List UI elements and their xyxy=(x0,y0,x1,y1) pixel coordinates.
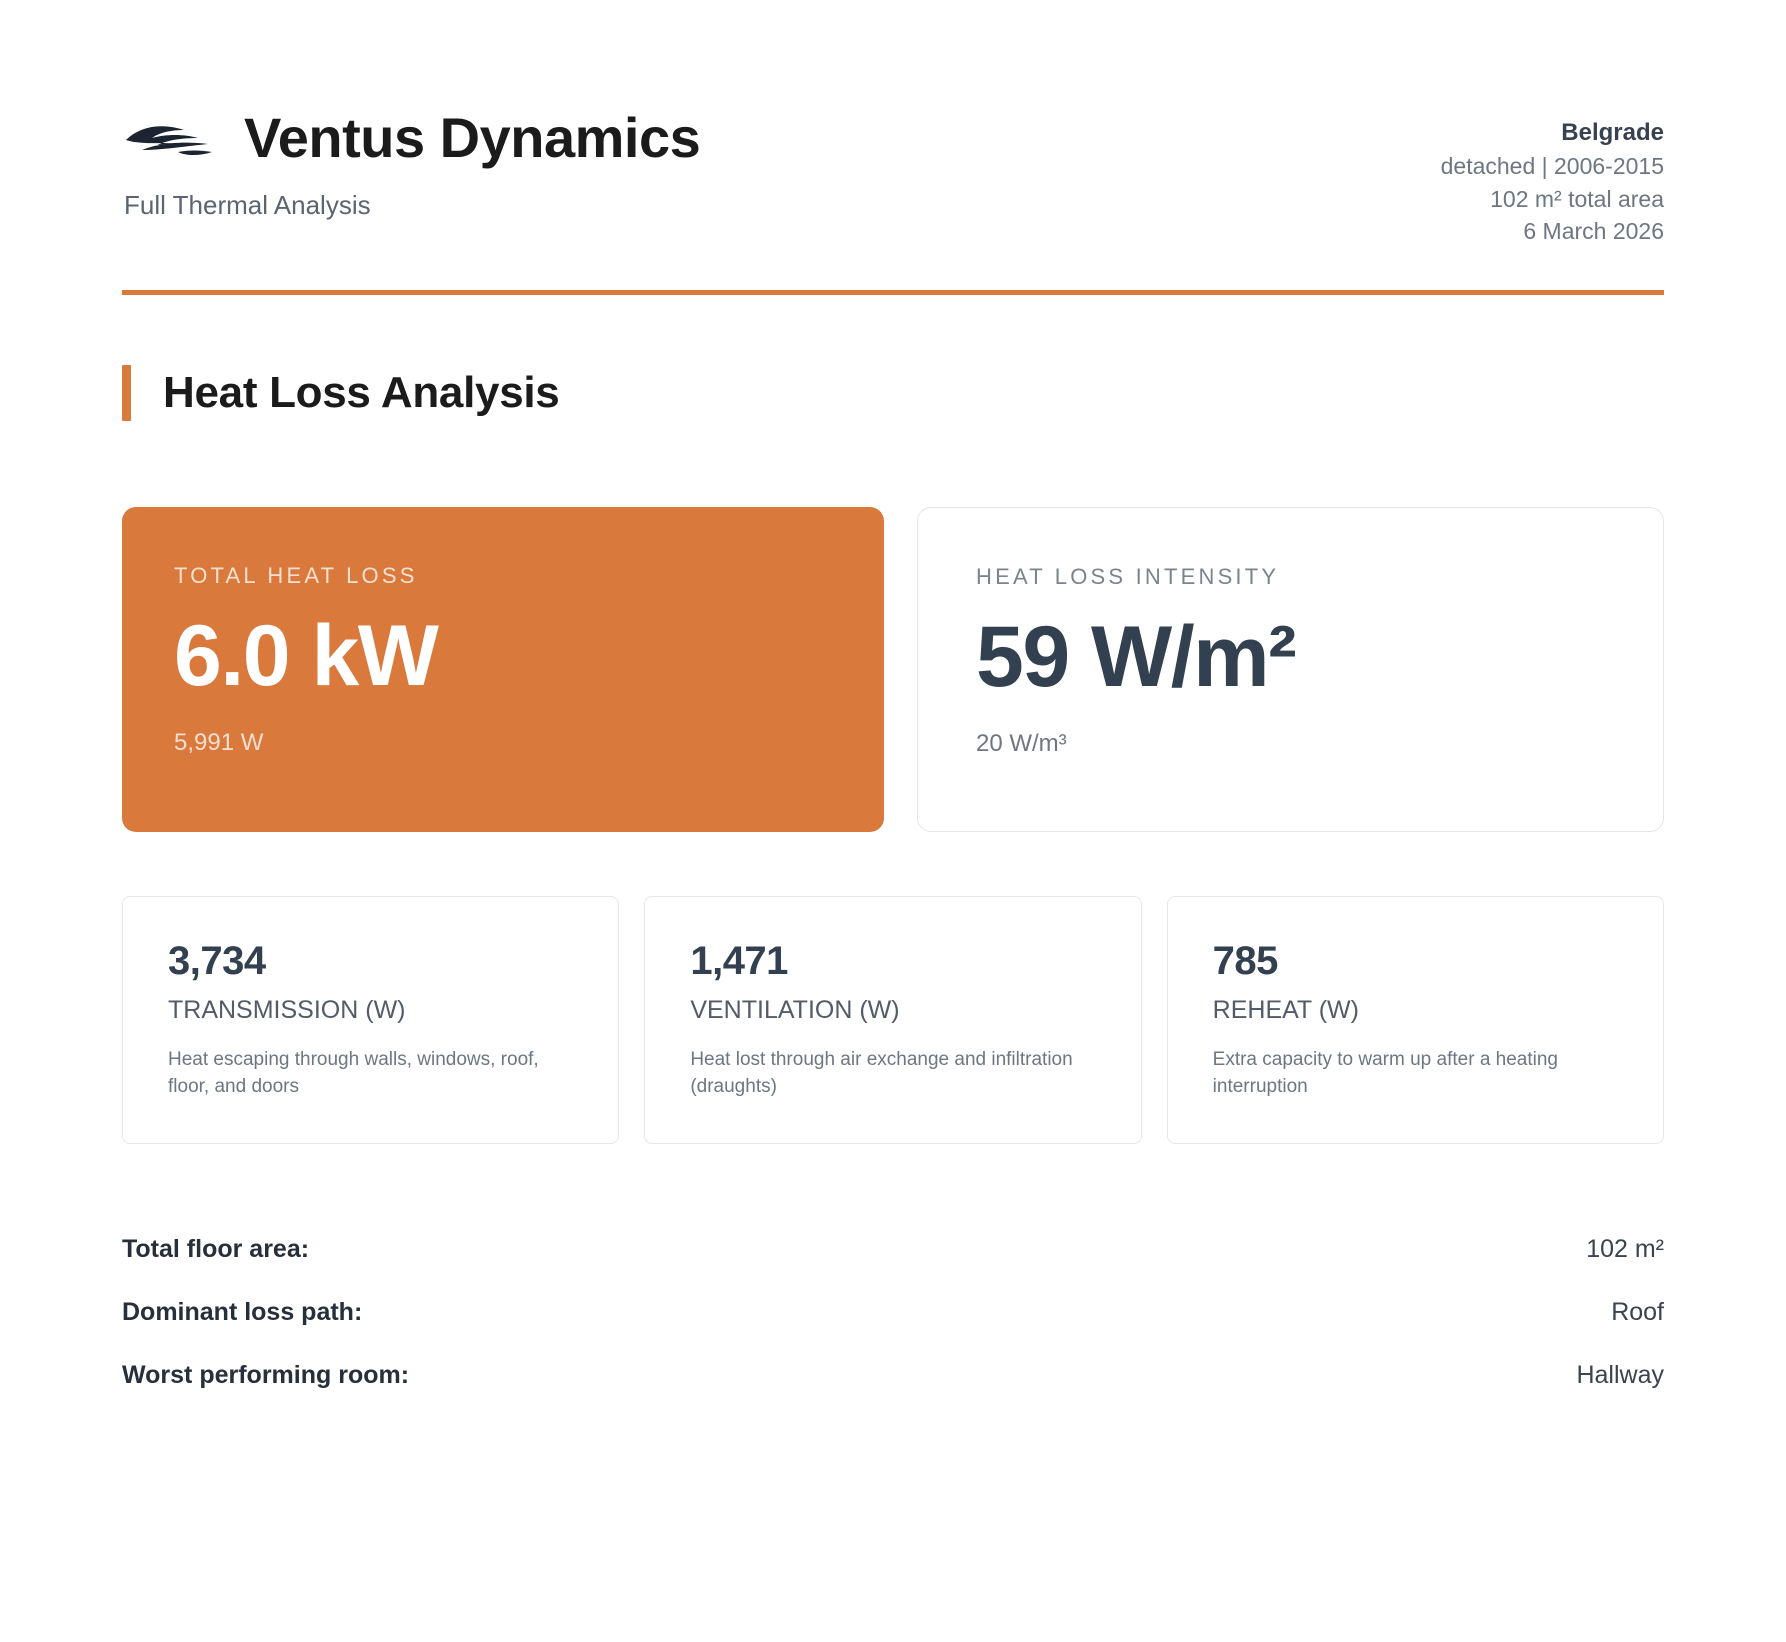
fact-value: 102 m² xyxy=(1586,1235,1664,1264)
section-header xyxy=(122,365,1664,421)
breakdown-label: REHEAT (W) xyxy=(1212,996,1359,1025)
brand-row xyxy=(122,106,701,169)
fact-value: Hallway xyxy=(1576,1361,1664,1390)
brand-name: Ventus Dynamics xyxy=(244,106,701,169)
breakdown-desc: Heat lost through air exchange and infiltration (draughts) xyxy=(690,1049,1073,1098)
meta-date: 6 March 2026 xyxy=(1523,218,1664,245)
fact-row xyxy=(122,1344,1664,1407)
wind-swoosh-icon xyxy=(122,110,218,166)
report-header xyxy=(122,0,1664,248)
total-heat-loss-sub: 5,991 W xyxy=(174,729,264,757)
report-meta xyxy=(1441,110,1664,248)
breakdown-card-reheat xyxy=(1167,896,1664,1144)
heat-loss-intensity-card xyxy=(917,507,1664,832)
breakdown-card-ventilation xyxy=(644,896,1141,1144)
breakdown-label: TRANSMISSION (W) xyxy=(168,996,406,1025)
page-title: Heat Loss Analysis xyxy=(163,368,560,418)
fact-value: Roof xyxy=(1611,1298,1664,1327)
breakdown-value: 3,734 xyxy=(168,939,266,984)
breakdown-label: VENTILATION (W) xyxy=(690,996,900,1025)
section-accent-bar xyxy=(122,365,131,421)
fact-key: Worst performing room: xyxy=(122,1361,410,1390)
breakdown-desc: Extra capacity to warm up after a heating interruption xyxy=(1212,1049,1558,1098)
breakdown-value: 785 xyxy=(1212,939,1278,984)
fact-row xyxy=(122,1218,1664,1281)
header-divider xyxy=(122,290,1664,295)
breakdown-card-transmission xyxy=(122,896,619,1144)
summary-facts xyxy=(122,1218,1664,1407)
meta-city: Belgrade xyxy=(1561,119,1664,146)
heat-loss-intensity-sub: 20 W/m³ xyxy=(976,730,1067,758)
meta-building: detached | 2006-2015 xyxy=(1440,153,1664,180)
total-heat-loss-label: TOTAL HEAT LOSS xyxy=(174,563,418,589)
hero-cards xyxy=(122,507,1664,832)
total-heat-loss-card xyxy=(122,507,884,832)
heat-loss-intensity-label: HEAT LOSS INTENSITY xyxy=(976,564,1280,590)
heat-loss-intensity-value: 59 W/m² xyxy=(976,609,1296,706)
brand-block xyxy=(122,106,701,221)
fact-key: Total floor area: xyxy=(122,1235,310,1264)
breakdown-cards xyxy=(122,896,1664,1144)
meta-area: 102 m² total area xyxy=(1490,185,1664,212)
total-heat-loss-value: 6.0 kW xyxy=(174,608,438,705)
breakdown-desc: Heat escaping through walls, windows, roof, floor, and doors xyxy=(168,1049,539,1098)
breakdown-value: 1,471 xyxy=(690,939,788,984)
report-subtitle: Full Thermal Analysis xyxy=(124,190,371,220)
fact-key: Dominant loss path: xyxy=(122,1298,363,1327)
fact-row xyxy=(122,1281,1664,1344)
